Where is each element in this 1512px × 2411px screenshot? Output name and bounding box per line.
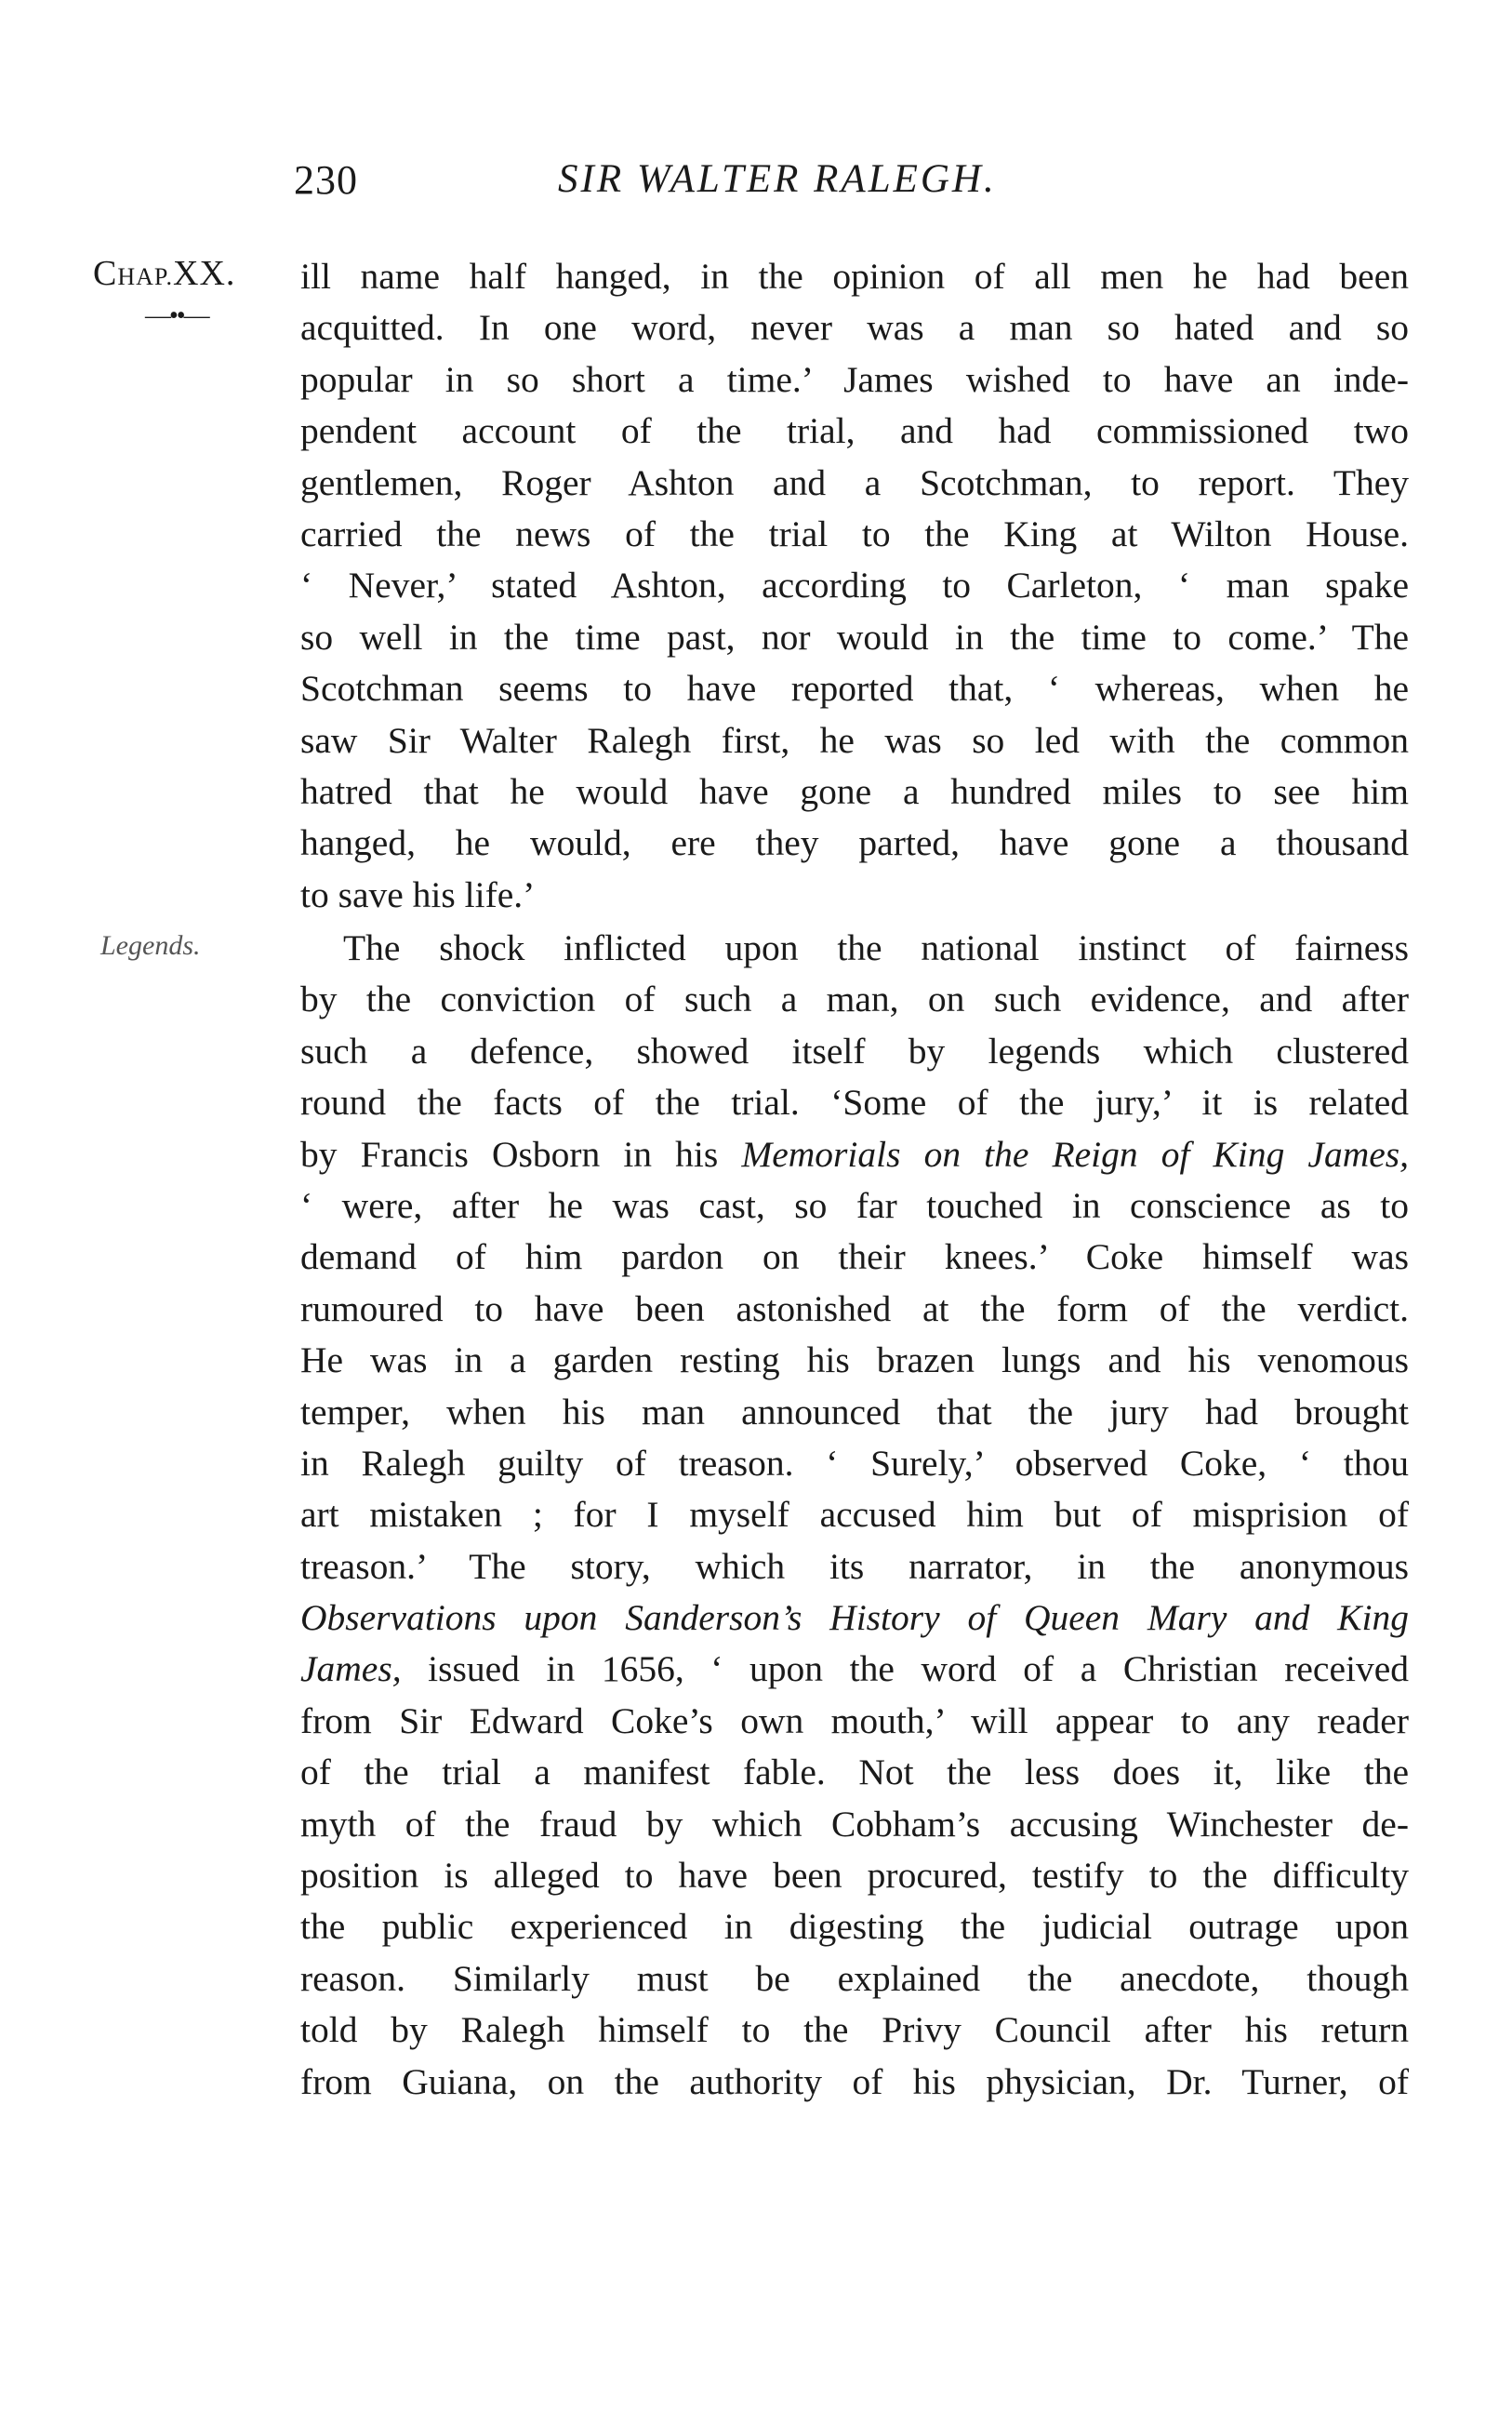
text-line: myth of the fraud by which Cobham’s accusing Winchester de- — [300, 1803, 1409, 1845]
text-line: by the conviction of such a man, on such evidence, and after — [300, 979, 1409, 1020]
text-line — [300, 1129, 1409, 1180]
text-line: pendent account of the trial, and had commissioned two — [300, 410, 1409, 452]
text-line: acquitted. In one word, never was a man so hated and so — [300, 307, 1409, 349]
chapter-marker — [93, 253, 235, 294]
book-title: James, — [300, 1648, 402, 1690]
text-line: in Ralegh guilty of treason. ‘ Surely,’ observed Coke, ‘ thou — [300, 1442, 1409, 1484]
paragraph-2 — [300, 923, 1409, 2108]
chapter-prefix: C — [93, 254, 118, 293]
text-line: so well in the time past, nor would in the time to come.’ The — [300, 616, 1409, 658]
text-line: of the trial a manifest fable. Not the less does it, like the — [300, 1752, 1409, 1793]
text-line: popular in so short a time.’ James wished to have an inde- — [300, 358, 1409, 400]
text-line: from Sir Edward Coke’s own mouth,’ will appear to any reader — [300, 1699, 1409, 1741]
running-title: SIR WALTER RALEGH. — [558, 157, 997, 201]
text-line: from Guiana, on the authority of his physician, Dr. Turner, of — [300, 2060, 1409, 2102]
text-line: reason. Similarly must be explained the anecdote, though — [300, 1957, 1409, 1999]
text-line: carried the news of the trial to the King at Wilton House. — [300, 513, 1409, 554]
paragraph-1 — [300, 251, 1409, 921]
text-line: such a defence, showed itself by legends which clustered — [300, 1030, 1409, 1072]
text-run: by Francis Osborn in his — [300, 1133, 742, 1175]
text-line: hatred that he would have gone a hundred miles to see him — [300, 770, 1409, 812]
text-line: told by Ralegh himself to the Privy Council after his return — [300, 2009, 1409, 2051]
chapter-label: HAP. — [117, 263, 173, 290]
chapter-number: XX. — [173, 254, 236, 293]
text-line: position is alleged to have been procured, testify to the difficulty — [300, 1855, 1409, 1897]
text-line: ill name half hanged, in the opinion of all men he had been — [300, 256, 1409, 297]
text-line: gentlemen, Roger Ashton and a Scotchman, to report. They — [300, 461, 1409, 503]
text-line: to save his life.’ — [300, 873, 536, 915]
margin-note-legends: Legends. — [100, 930, 201, 961]
text-run: issued in 1656, ‘ upon the word of a Christian received — [401, 1648, 1409, 1690]
text-line: temper, when his man announced that the jury had brought — [300, 1391, 1409, 1432]
text-line: The shock inflicted upon the national instinct of fairness — [343, 927, 1409, 968]
text-line: demand of him pardon on their knees.’ Coke himself was — [300, 1236, 1409, 1278]
text-line: treason.’ The story, which its narrator, in the anonymous — [300, 1545, 1409, 1587]
book-title: Memorials on the Reign of King James, — [741, 1133, 1409, 1175]
text-line: Scotchman seems to have reported that, ‘ whereas, when he — [300, 668, 1409, 710]
text-line: ‘ were, after he was cast, so far touched in conscience as to — [300, 1184, 1409, 1226]
text-line: art mistaken ; for I myself accused him but of misprision of — [300, 1494, 1409, 1536]
text-line: rumoured to have been astonished at the form of the verdict. — [300, 1287, 1409, 1329]
text-line: He was in a garden resting his brazen lungs and his venomous — [300, 1339, 1409, 1381]
chapter-ornament: —••— — [145, 301, 208, 330]
text-line: round the facts of the trial. ‘Some of the jury,’ it is related — [300, 1082, 1409, 1124]
text-line: ‘ Never,’ stated Ashton, according to Carleton, ‘ man spake — [300, 565, 1409, 606]
text-line: saw Sir Walter Ralegh first, he was so led with the common — [300, 719, 1409, 761]
text-line — [300, 1592, 1409, 1644]
book-title: Observations upon Sanderson’s History of Queen Mary and King — [300, 1597, 1409, 1639]
text-line — [300, 1644, 1409, 1695]
text-line: the public experienced in digesting the judicial outrage upon — [300, 1906, 1409, 1948]
text-line: hanged, he would, ere they parted, have gone a thousand — [300, 822, 1409, 864]
page-number: 230 — [294, 157, 358, 203]
